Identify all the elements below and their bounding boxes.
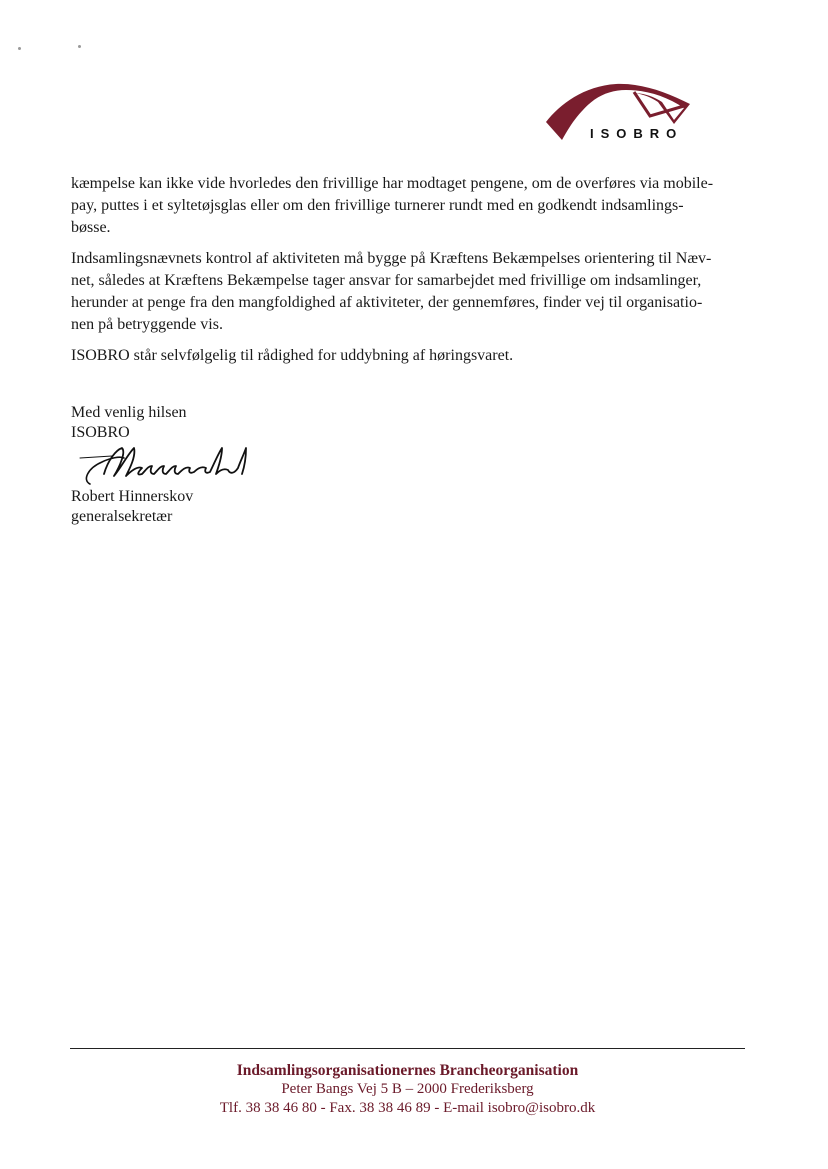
footer-divider xyxy=(70,1048,745,1049)
closing-block xyxy=(71,403,187,443)
signer-block xyxy=(71,487,193,527)
signer-name: Robert Hinnerskov xyxy=(71,488,194,505)
footer-organization: Indsamlingsorganisationernes Brancheorganisation xyxy=(236,1062,579,1079)
text-line: herunder at penge fra den mangfoldighed af aktiviteter, der gennemføres, finder vej til organisatio- xyxy=(71,294,703,311)
paragraph-1 xyxy=(71,173,751,239)
handwritten-signature xyxy=(76,440,266,490)
paragraph-2 xyxy=(71,248,751,336)
text-line: net, således at Kræftens Bekæmpelse tager ansvar for samarbejdet med frivillige om indsamlinger, xyxy=(71,272,702,289)
closing-greeting: Med venlig hilsen xyxy=(71,404,187,421)
text-line: pay, puttes i et syltetøjsglas eller om den frivillige turnerer rundt med en godkendt indsamlings- xyxy=(71,197,684,214)
text-line: nen på betryggende vis. xyxy=(71,316,223,333)
paragraph-3 xyxy=(71,345,751,367)
signer-title: generalsekretær xyxy=(71,508,173,525)
scan-speck xyxy=(18,47,21,50)
text-line: Indsamlingsnævnets kontrol af aktiviteten må bygge på Kræftens Bekæmpelses orientering til Næv- xyxy=(71,250,712,267)
isobro-logo xyxy=(538,78,704,148)
closing-organization: ISOBRO xyxy=(71,424,130,441)
text-line: kæmpelse kan ikke vide hvorledes den frivillige har modtaget pengene, om de overføres via mobile- xyxy=(71,175,714,192)
footer-contact: Tlf. 38 38 46 80 - Fax. 38 38 46 89 - E-mail isobro@isobro.dk xyxy=(219,1100,596,1116)
text-line: ISOBRO står selvfølgelig til rådighed for uddybning af høringsvaret. xyxy=(71,347,514,364)
letterhead-footer xyxy=(70,1061,745,1118)
footer-address: Peter Bangs Vej 5 B – 2000 Frederiksberg xyxy=(281,1081,534,1097)
scan-speck xyxy=(78,45,81,48)
text-line: bøsse. xyxy=(71,219,111,236)
isobro-logo-text: ISOBRO xyxy=(590,126,684,141)
